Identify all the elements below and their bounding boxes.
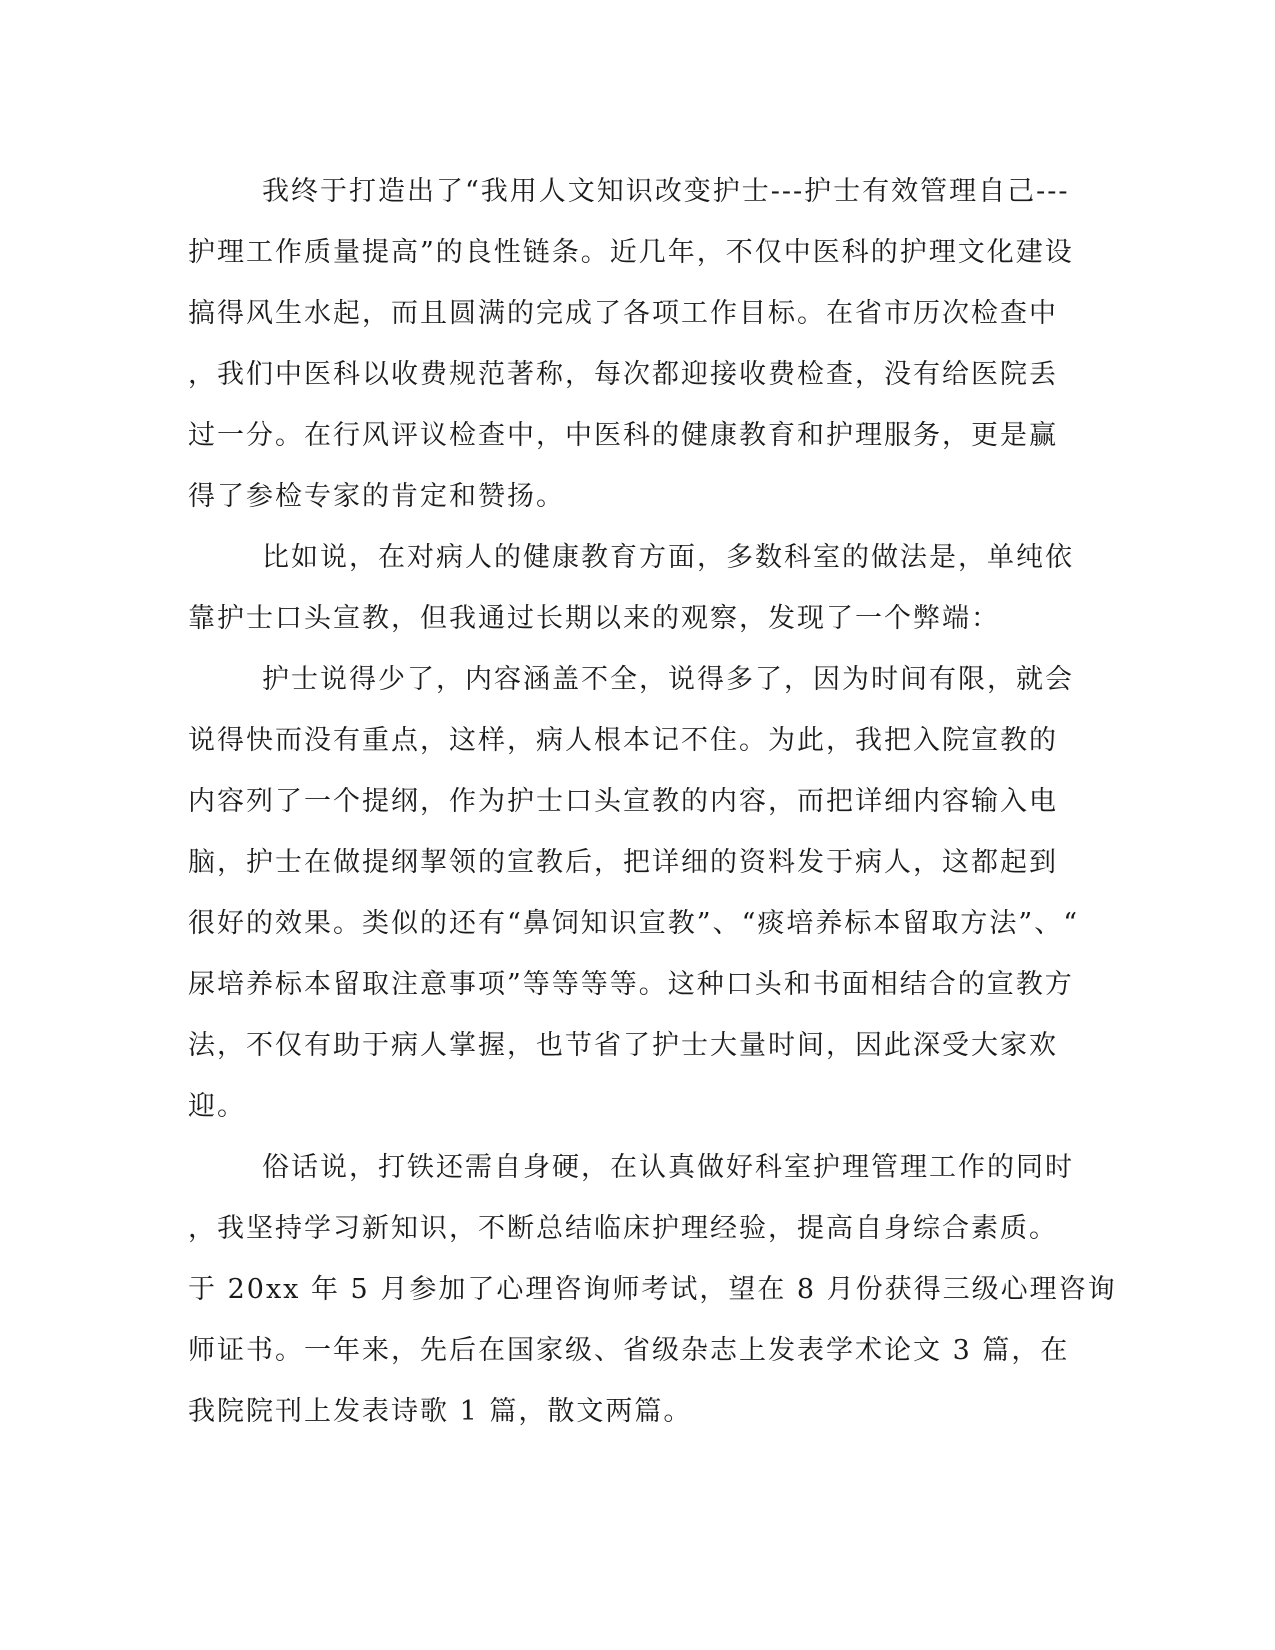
text-line: 过一分。在行风评议检查中，中医科的健康教育和护理服务，更是赢	[188, 420, 1058, 451]
text-line: 很好的效果。类似的还有“鼻饲知识宣教”、“痰培养标本留取方法”、“	[188, 908, 1080, 939]
text-line: 尿培养标本留取注意事项”等等等等。这种口头和书面相结合的宣教方	[188, 969, 1074, 1000]
text-line: 说得快而没有重点，这样，病人根本记不住。为此，我把入院宣教的	[188, 725, 1058, 756]
text-line: 师证书。一年来，先后在国家级、省级杂志上发表学术论文 3 篇，在	[188, 1335, 1070, 1366]
text-line: ，我坚持学习新知识，不断总结临床护理经验，提高自身综合素质。	[188, 1213, 1058, 1244]
paragraph-3	[188, 649, 1080, 1137]
text-line: 于 20xx 年 5 月参加了心理咨询师考试，望在 8 月份获得三级心理咨询	[188, 1274, 1117, 1305]
text-line: 法，不仅有助于病人掌握，也节省了护士大量时间，因此深受大家欢	[188, 1030, 1058, 1061]
text-line: 搞得风生水起，而且圆满的完成了各项工作目标。在省市历次检查中	[188, 298, 1058, 329]
text-line: 护士说得少了，内容涵盖不全，说得多了，因为时间有限，就会	[262, 664, 1074, 695]
text-line: 护理工作质量提高”的良性链条。近几年，不仅中医科的护理文化建设	[188, 237, 1074, 268]
text-line: 得了参检专家的肯定和赞扬。	[188, 481, 565, 512]
text-line: 脑，护士在做提纲挈领的宣教后，把详细的资料发于病人，这都起到	[188, 847, 1058, 878]
text-line: 靠护士口头宣教，但我通过长期以来的观察，发现了一个弊端：	[188, 603, 1000, 634]
text-line: 内容列了一个提纲，作为护士口头宣教的内容，而把详细内容输入电	[188, 786, 1058, 817]
text-line: 我院院刊上发表诗歌 1 篇，散文两篇。	[188, 1396, 693, 1427]
text-line: 俗话说，打铁还需自身硬，在认真做好科室护理管理工作的同时	[262, 1152, 1074, 1183]
paragraph-4	[188, 1137, 1117, 1442]
text-line: 迎。	[188, 1091, 246, 1122]
text-line: ，我们中医科以收费规范著称，每次都迎接收费检查，没有给医院丢	[188, 359, 1058, 390]
text-line: 比如说，在对病人的健康教育方面，多数科室的做法是，单纯依	[262, 542, 1074, 573]
paragraph-2	[188, 527, 1080, 649]
text-line: 我终于打造出了“我用人文知识改变护士---护士有效管理自己---	[262, 176, 1070, 207]
document-body	[188, 161, 1117, 1442]
paragraph-1	[188, 161, 1080, 527]
